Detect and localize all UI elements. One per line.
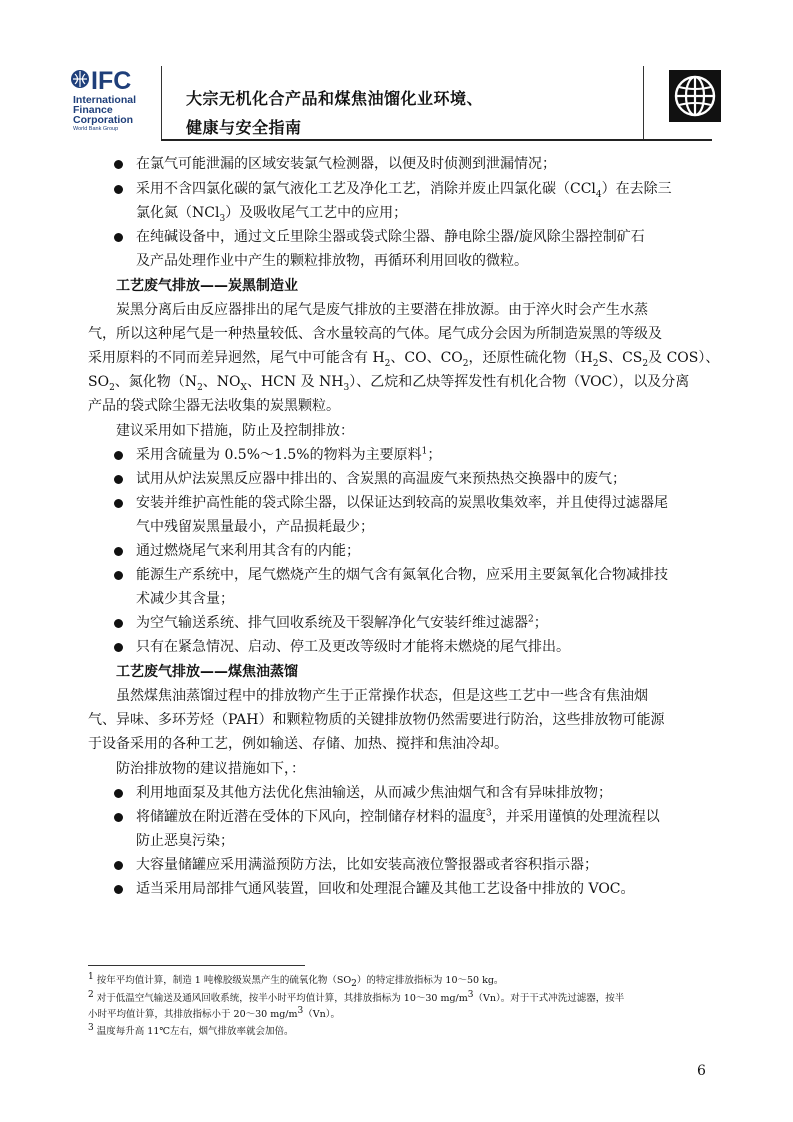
bullet-dot (114, 885, 123, 894)
header-divider-right (643, 66, 644, 140)
bullet-text: 在氯气可能泄漏的区域安装氯气检测器，以便及时侦测到泄漏情况； (136, 156, 556, 172)
footnote-1: $^1$ 按年平均值计算，制造 1 吨橡胶级炭黑产生的硫氧化物$(SO_2)$的特定排放指标为 10～50 kg。 (88, 971, 504, 989)
bullet-text: 大容量储罐应采用满溢预防方法，比如安装高液位警报器或者容积指示器； (136, 857, 598, 873)
ifc-logo-mark-icon (70, 66, 140, 92)
header-divider-left (161, 66, 162, 140)
bullet-text: 适当采用局部排气通风装置，回收和处理混合罐及其他工艺设备中排放的 VOC。 (136, 881, 635, 897)
bullet-text: 在纯碱设备中，通过文丘里除尘器或袋式除尘器、静电除尘器/旋风除尘器控制矿石 (136, 229, 645, 245)
bullet-text: 将储罐放在附近潜在受体的下风向，控制储存材料的温度$^3$，并采用谨慎的处理流程以 (136, 808, 660, 825)
ifc-logo (70, 66, 152, 136)
section-heading: 工艺废气排放——炭黑制造业 (116, 278, 298, 294)
bullet-dot (114, 233, 123, 242)
bullet-text-cont: 防止恶臭污染； (136, 833, 234, 849)
logo-mark-text: IFC (91, 67, 132, 92)
globe-icon (669, 70, 721, 122)
footnote-2-cont: 小时平均值计算，其排放指标小于 20～30 $mg/m^3(Vn)$。 (88, 1005, 340, 1020)
bullet-dot (114, 475, 123, 484)
bullet-text: 利用地面泵及其他方法优化焦油输送，从而减少焦油烟气和含有异味排放物； (136, 785, 612, 801)
footnote-3: $^3$ 温度每升高 11℃左右，烟气排放率就会加倍。 (88, 1022, 294, 1037)
bullet-dot (114, 643, 123, 652)
document-title-line-2: 健康与安全指南 (186, 118, 302, 137)
bullet-dot (114, 499, 123, 508)
bullet-text: 采用含硫量为 0.5%～1.5%的物料为主要原料$^1$； (136, 446, 442, 463)
paragraph-line: 产品的袋式除尘器无法收集的炭黑颗粒。 (88, 398, 340, 414)
bullet-text: 为空气输送系统、排气回收系统及干裂解净化气安装纤维过滤器$^2$； (136, 614, 548, 631)
bullet-text: 试用从炉法炭黑反应器中排出的、含炭黑的高温废气来预热热交换器中的废气； (136, 471, 626, 487)
bullet-text: 通过燃烧尾气来利用其含有的内能； (136, 543, 360, 559)
document-title-line-1: 大宗无机化合产品和煤焦油馏化业环境、 (186, 89, 484, 108)
bullet-dot (114, 861, 123, 870)
bullet-dot (114, 185, 123, 194)
bullet-dot (114, 571, 123, 580)
paragraph-line: 于设备采用的各种工艺，例如输送、存储、加热、搅拌和焦油冷却。 (88, 736, 508, 752)
bullet-text-cont: 术减少其含量； (136, 591, 234, 607)
header-rule (161, 139, 712, 141)
paragraph-line: 建议采用如下措施，防止及控制排放： (116, 423, 354, 439)
logo-line-3: Corporation (73, 114, 134, 126)
footnote-rule (88, 965, 305, 966)
bullet-text-cont: 氯化氮（NCl$_3$）及吸收尾气工艺中的应用； (136, 205, 408, 224)
bullet-text: 能源生产系统中，尾气燃烧产生的烟气含有氮氧化合物，应采用主要氮氧化合物减排技 (136, 567, 668, 583)
bullet-dot (114, 547, 123, 556)
bullet-text-cont: 气中残留炭黑量最小，产品损耗最少； (136, 519, 374, 535)
paragraph-line: 采用原料的不同而差异迥然，尾气中可能含有 $H_2$、CO、$CO_2$，还原性硫化物（$H_2S$、$CS_2$及 COS）、 (88, 350, 720, 369)
page-number: 6 (697, 1063, 706, 1079)
paragraph-line: 气，所以这种尾气是一种热量较低、含水量较高的气体。尾气成分会因为所制造炭黑的等级及 (88, 326, 662, 342)
footnote-2: $^2$ 对于低温空气输送及通风回收系统，按半小时平均值计算，其排放指标为 10～30 $mg/m^3(Vn)$。对于干式冲洗过滤器，按半 (88, 989, 625, 1004)
bullet-text: 只有在紧急情况、启动、停工及更改等级时才能将未燃烧的尾气排出。 (136, 639, 570, 655)
bullet-text: 采用不含四氯化碳的氯气液化工艺及净化工艺，消除并废止四氯化碳（CCl$_4$）在去除三 (136, 181, 672, 200)
bullet-dot (114, 451, 123, 460)
logo-line-2: Finance (73, 104, 113, 116)
paragraph-line: 虽然煤焦油蒸馏过程中的排放物产生于正常操作状态，但是这些工艺中一些含有焦油烟 (116, 688, 648, 704)
bullet-text: 安装并维护高性能的袋式除尘器，以保证达到较高的炭黑收集效率，并且使得过滤器尾 (136, 495, 668, 511)
paragraph-line: 气、异味、多环芳烃（PAH）和颗粒物质的关键排放物仍然需要进行防治，这些排放物可能源 (88, 712, 665, 728)
section-heading: 工艺废气排放——煤焦油蒸馏 (116, 664, 298, 680)
logo-line-1: International (73, 94, 137, 106)
bullet-dot (114, 789, 123, 798)
bullet-dot (114, 813, 123, 822)
paragraph-line: $SO_2$、氮化物（$N_2$、$NO_X$、HCN 及 $NH_3$）、乙烷和乙炔等挥发性有机化合物（VOC），以及分离 (88, 374, 690, 393)
paragraph-line: 防治排放物的建议措施如下，： (116, 761, 305, 777)
paragraph-line: 炭黑分离后由反应器排出的尾气是废气排放的主要潜在排放源。由于淬火时会产生水蒸 (116, 302, 648, 318)
bullet-text-cont: 及产品处理作业中产生的颗粒排放物，再循环利用回收的微粒。 (136, 253, 528, 269)
bullet-dot (114, 619, 123, 628)
logo-subtitle: World Bank Group (73, 126, 119, 132)
bullet-dot (114, 160, 123, 169)
world-bank-logo (669, 70, 721, 122)
page-header (0, 0, 793, 145)
